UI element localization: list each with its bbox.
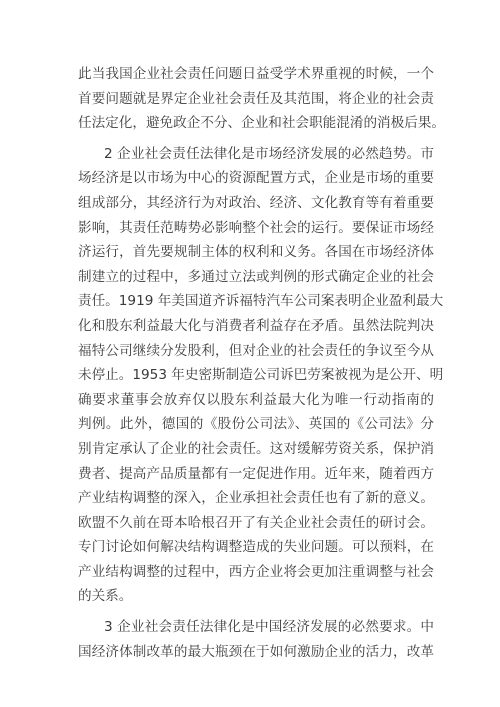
text-line: 2 企业社会责任法律化是市场经济发展的必然趋势。市	[104, 145, 434, 162]
text-line: 福特公司继续分发股利，但对企业的社会责任的争议至今从	[78, 342, 434, 359]
text-line: 责任。1919 年美国道齐诉福特汽车公司案表明企业盈利最大	[78, 293, 444, 310]
text-line: 济运行，首先要规制主体的权利和义务。各国在市场经济体	[78, 244, 434, 261]
text-line: 确要求董事会放弃仅以股东利益最大化为唯一行动指南的	[78, 391, 434, 408]
paragraph-1	[78, 62, 446, 136]
paragraph-3	[78, 615, 434, 664]
text-line: 费者、提高产品质量都有一定促进作用。近年来，随着西方	[78, 465, 434, 482]
text-line: 化和股东利益最大化与消费者利益存在矛盾。虽然法院判决	[78, 317, 434, 334]
paragraph-2	[78, 142, 444, 609]
document-body	[78, 62, 446, 664]
text-line: 的关系。	[78, 588, 133, 605]
text-line: 产业结构调整的过程中，西方企业将会更加注重调整与社会	[78, 563, 434, 580]
text-line: 首要问题就是界定企业社会责任及其范围，将企业的社会责	[78, 90, 434, 107]
text-line: 此当我国企业社会责任问题日益受学术界重视的时候，一个	[78, 66, 434, 82]
text-line: 未停止。1953 年史密斯制造公司诉巴劳案被视为是公开、明	[78, 367, 444, 384]
text-line: 国经济体制改革的最大瓶颈在于如何激励企业的活力，改革	[78, 643, 434, 660]
text-line: 专门讨论如何解决结构调整造成的失业问题。可以预料，在	[78, 539, 434, 556]
text-line: 影响，其责任范畴势必影响整个社会的运行。要保证市场经	[78, 219, 434, 236]
text-line: 别肯定承认了企业的社会责任。这对缓解劳资关系，保护消	[78, 440, 434, 457]
text-line: 3 企业社会责任法律化是中国经济发展的必然要求。中	[104, 619, 434, 636]
text-line: 场经济是以市场为中心的资源配置方式，企业是市场的重要	[78, 170, 434, 187]
text-line: 欧盟不久前在哥本哈根召开了有关企业社会责任的研讨会。	[78, 514, 434, 531]
text-line: 任法定化，避免政企不分、企业和社会职能混淆的消极后果。	[78, 115, 446, 132]
text-line: 组成部分，其经济行为对政治、经济、文化教育等有着重要	[78, 194, 434, 211]
text-line: 产业结构调整的深入，企业承担社会责任也有了新的意义。	[78, 490, 434, 507]
text-line: 制建立的过程中，多通过立法或判例的形式确定企业的社会	[78, 268, 434, 285]
text-line: 判例。此外，德国的《股份公司法》、英国的《公司法》分	[78, 416, 434, 433]
